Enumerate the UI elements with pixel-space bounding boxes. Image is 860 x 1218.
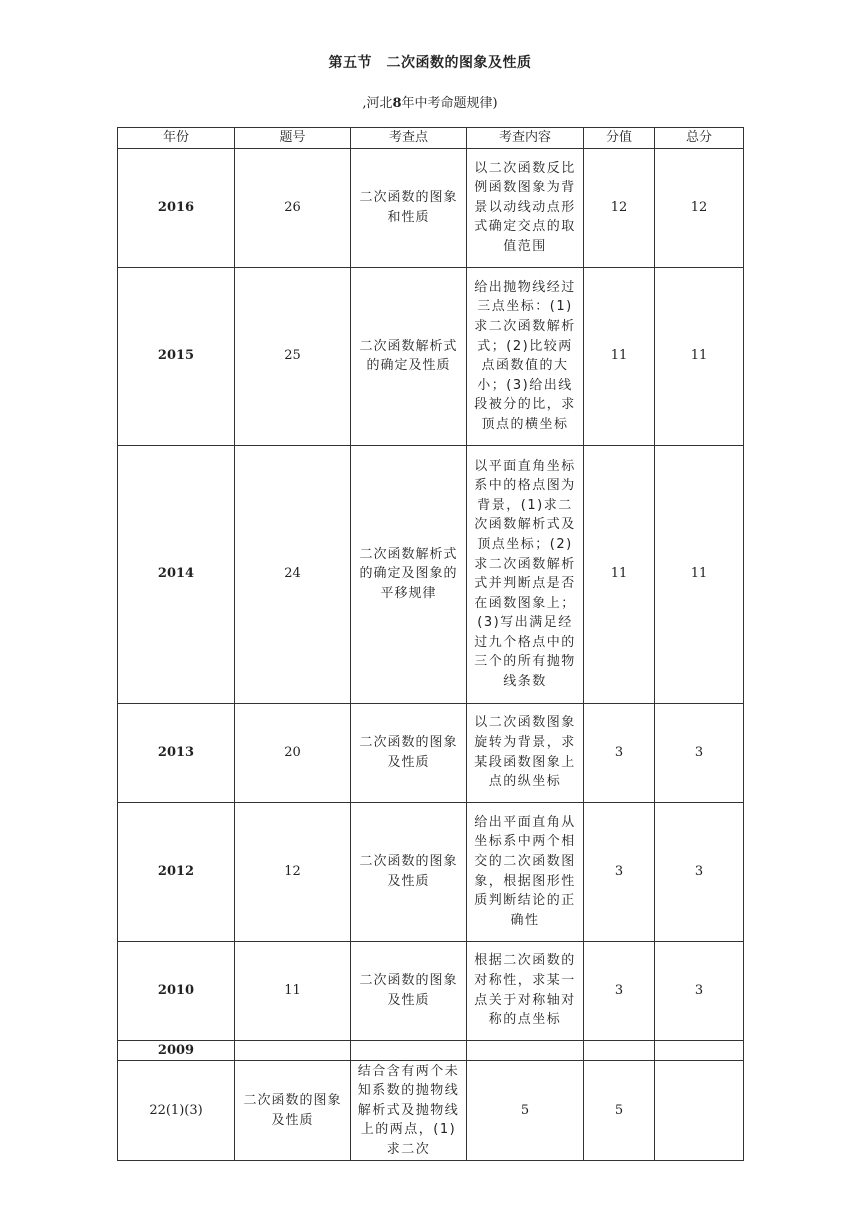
- cell-total: 3: [655, 703, 744, 802]
- table-header-row: [118, 128, 744, 149]
- cell-score: 3: [584, 703, 655, 802]
- cell-empty: [584, 1040, 655, 1061]
- header-point: 考查点: [351, 128, 467, 149]
- cell-content: 给出平面直角从坐标系中两个相交的二次函数图象，根据图形性质判断结论的正确性: [467, 802, 584, 941]
- cell-point: 二次函数解析式的确定及性质: [351, 267, 467, 445]
- table-row: [118, 802, 744, 941]
- cell-score: 5: [467, 1061, 584, 1161]
- section-title: 第五节 二次函数的图象及性质: [328, 55, 532, 71]
- table-row: [118, 148, 744, 267]
- cell-year: 2009: [118, 1040, 235, 1061]
- cell-point: 二次函数解析式的确定及图象的平移规律: [351, 445, 467, 703]
- table-row: [118, 445, 744, 703]
- cell-content: 以二次函数反比例函数图象为背景以动线动点形式确定交点的取值范围: [467, 148, 584, 267]
- cell-content: 给出抛物线经过三点坐标：(1)求二次函数解析式；(2)比较两点函数值的大小；(3)给出线段被分的比，求顶点的横坐标: [467, 267, 584, 445]
- header-total: 总分: [655, 128, 744, 149]
- cell-score: 12: [584, 148, 655, 267]
- cell-year: 2012: [118, 802, 235, 941]
- cell-number: 25: [235, 267, 351, 445]
- header-year: 年份: [118, 128, 235, 149]
- exam-pattern-table: [117, 127, 744, 1161]
- section-subtitle: [0, 92, 860, 111]
- cell-score: 11: [584, 445, 655, 703]
- cell-empty: [655, 1061, 744, 1161]
- header-content: 考查内容: [467, 128, 584, 149]
- cell-number: 12: [235, 802, 351, 941]
- cell-content: 结合含有两个未知系数的抛物线解析式及抛物线上的两点，(1)求二次: [351, 1061, 467, 1161]
- cell-score: 3: [584, 802, 655, 941]
- subtitle-suffix: 年中考命题规律): [401, 96, 498, 111]
- cell-year: 2014: [118, 445, 235, 703]
- cell-total: 3: [655, 802, 744, 941]
- cell-number: 20: [235, 703, 351, 802]
- table-row: [118, 941, 744, 1040]
- cell-content: 根据二次函数的对称性，求某一点关于对称轴对称的点坐标: [467, 941, 584, 1040]
- cell-year: 2013: [118, 703, 235, 802]
- cell-total: 5: [584, 1061, 655, 1161]
- cell-point: 二次函数的图象及性质: [351, 941, 467, 1040]
- cell-total: 3: [655, 941, 744, 1040]
- cell-content: 以平面直角坐标系中的格点图为背景，(1)求二次函数解析式及顶点坐标；(2)求二次函数解析式并判断点是否在函数图象上；(3)写出满足经过九个格点中的三个的所有抛物线条数: [467, 445, 584, 703]
- cell-number: 22(1)(3): [118, 1061, 235, 1161]
- cell-number: 11: [235, 941, 351, 1040]
- table-row: [118, 703, 744, 802]
- table-row-shifted: [118, 1061, 744, 1161]
- cell-year: 2010: [118, 941, 235, 1040]
- cell-point: 二次函数的图象及性质: [235, 1061, 351, 1161]
- cell-empty: [351, 1040, 467, 1061]
- table-row: [118, 267, 744, 445]
- cell-content: 以二次函数图象旋转为背景，求某段函数图象上点的纵坐标: [467, 703, 584, 802]
- cell-point: 二次函数的图象及性质: [351, 703, 467, 802]
- cell-total: 11: [655, 445, 744, 703]
- cell-score: 11: [584, 267, 655, 445]
- cell-empty: [655, 1040, 744, 1061]
- subtitle-years: 8: [392, 96, 402, 111]
- table-row-2009: [118, 1040, 744, 1061]
- cell-empty: [235, 1040, 351, 1061]
- cell-total: 11: [655, 267, 744, 445]
- header-score: 分值: [584, 128, 655, 149]
- cell-number: 26: [235, 148, 351, 267]
- cell-empty: [467, 1040, 584, 1061]
- cell-number: 24: [235, 445, 351, 703]
- cell-point: 二次函数的图象及性质: [351, 802, 467, 941]
- cell-score: 3: [584, 941, 655, 1040]
- cell-year: 2016: [118, 148, 235, 267]
- cell-total: 12: [655, 148, 744, 267]
- cell-year: 2015: [118, 267, 235, 445]
- header-number: 题号: [235, 128, 351, 149]
- subtitle-prefix: ,河北: [362, 96, 393, 111]
- cell-point: 二次函数的图象和性质: [351, 148, 467, 267]
